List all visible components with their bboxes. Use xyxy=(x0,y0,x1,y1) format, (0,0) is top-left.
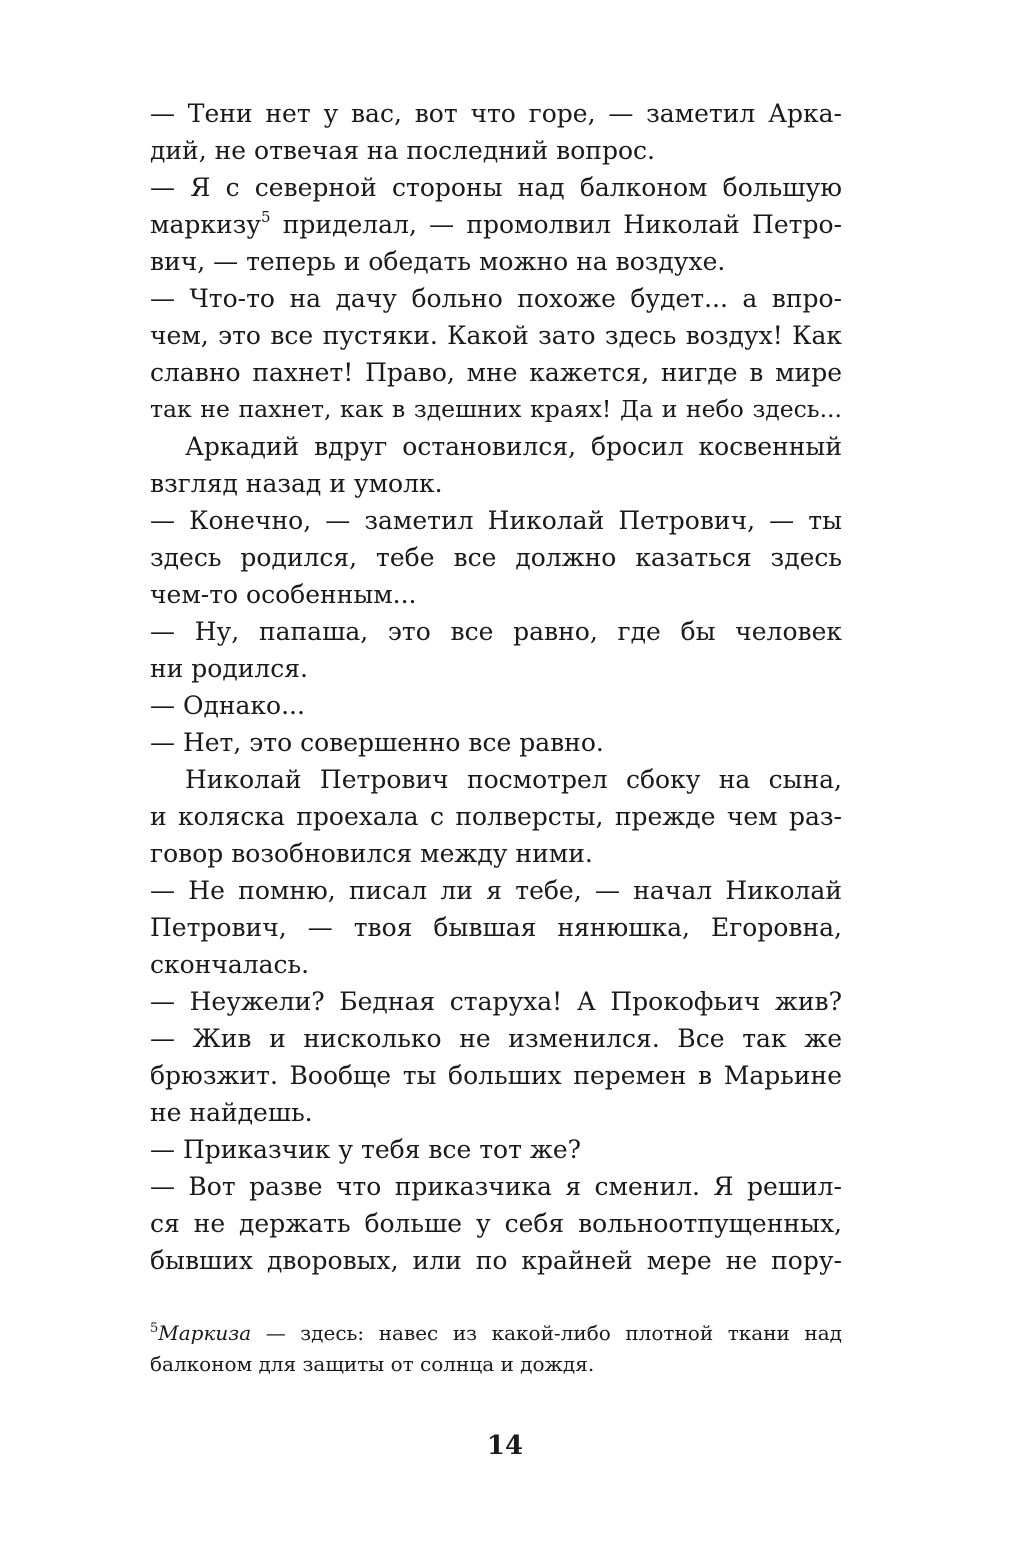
body-text xyxy=(150,95,842,1279)
text-line: чем, это все пустяки. Какой зато здесь воздух! Как xyxy=(150,321,842,350)
footnote-marker: 5 xyxy=(150,1321,159,1336)
footnote-definition: — здесь: навес из какой-либо плотной ткани над xyxy=(251,1321,842,1345)
text-line: здесь родился, тебе все должно казаться здесь xyxy=(150,543,842,572)
text-line: — Вот разве что приказчика я сменил. Я решил- xyxy=(150,1172,842,1201)
text-line: — Нет, это совершенно все равно. xyxy=(150,728,604,757)
text-line: — Конечно, — заметил Николай Петрович, — ты xyxy=(150,506,842,535)
footnote-line xyxy=(150,1318,842,1349)
text-line: Петрович, — твоя бывшая нянюшка, Егоровна, xyxy=(150,913,842,942)
text-line: не найдешь. xyxy=(150,1098,313,1127)
text-line: — Однако... xyxy=(150,691,305,720)
text-line: скончалась. xyxy=(150,950,310,979)
text-line: — Приказчик у тебя все тот же? xyxy=(150,1135,582,1164)
marquee-word: маркизу xyxy=(150,210,261,239)
text-line: бывших дворовых, или по крайней мере не пору- xyxy=(150,1246,842,1275)
text-line: славно пахнет! Право, мне кажется, нигде в мире xyxy=(150,358,842,387)
footnote-term: Маркиза xyxy=(158,1321,252,1345)
text-line: и коляска проехала с полверсты, прежде чем раз- xyxy=(150,802,842,831)
text-line: — Не помню, писал ли я тебе, — начал Николай xyxy=(150,876,842,905)
page-number: 14 xyxy=(486,1431,524,1461)
text-line: брюзжит. Вообще ты больших перемен в Марьине xyxy=(150,1061,842,1090)
text-line: Николай Петрович посмотрел сбоку на сына, xyxy=(185,765,842,794)
text-line: так не пахнет, как в здешних краях! Да и небо здесь... xyxy=(150,395,842,423)
footnote-line: балконом для защиты от солнца и дождя. xyxy=(150,1352,595,1376)
text-line: взгляд назад и умолк. xyxy=(150,469,443,498)
footnote xyxy=(150,1318,842,1380)
text-line: — Неужели? Бедная старуха! А Прокофьич жив? xyxy=(150,987,842,1016)
text-line: ся не держать больше у себя вольноотпущенных, xyxy=(150,1209,842,1238)
text-line: — Жив и нисколько не изменился. Все так же xyxy=(150,1024,842,1053)
text-line: чем-то особенным... xyxy=(150,580,417,609)
text-line: дий, не отвечая на последний вопрос. xyxy=(150,136,655,165)
text-line-rest: приделал, — промолвил Николай Петро- xyxy=(282,210,842,239)
text-line: говор возобновился между ними. xyxy=(150,839,593,868)
text-line: — Тени нет у вас, вот что горе, — заметил Арка- xyxy=(150,99,842,128)
text-line: — Ну, папаша, это все равно, где бы человек xyxy=(150,617,842,646)
text-line: Аркадий вдруг остановился, бросил косвенный xyxy=(185,432,842,461)
text-line: — Я с северной стороны над балконом большую xyxy=(150,173,842,202)
text-line: вич, — теперь и обедать можно на воздухе. xyxy=(150,247,726,276)
footnote-reference: 5 xyxy=(261,208,271,226)
text-line: ни родился. xyxy=(150,654,308,683)
text-line: — Что-то на дачу больно похоже будет... а впро- xyxy=(150,284,842,313)
text-line xyxy=(150,206,842,243)
